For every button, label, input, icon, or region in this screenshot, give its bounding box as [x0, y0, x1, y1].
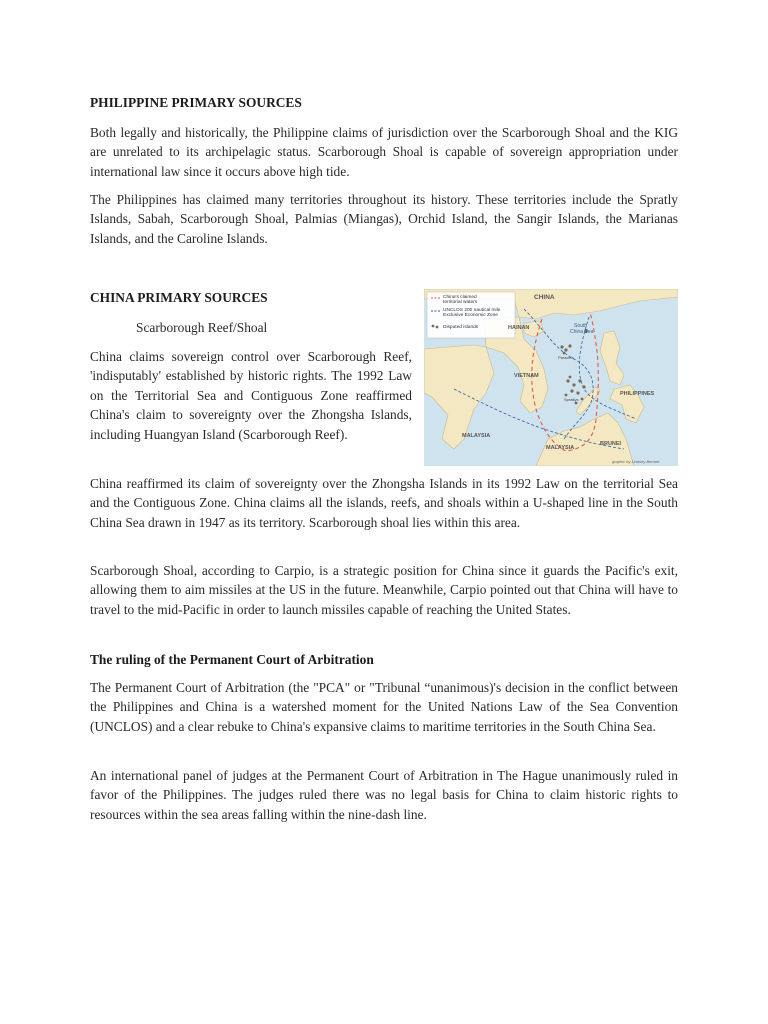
label-south-china-sea-line-1: South	[574, 323, 588, 329]
label-spratlys: Spratlys	[564, 397, 579, 402]
philippine-paragraph-2: The Philippines has claimed many territories throughout its history. These territories include the Spratly Islands, Sabah, Scarborough Shoal, Palmias (Miangas), Orchid Island, the Sangir Islands, the Marianas Islands, and the Caroline Islands.	[90, 192, 678, 246]
legend-disputed-islands: Disputed islands	[443, 325, 479, 330]
label-malaysia-east: MALAYSIA	[546, 445, 575, 451]
ruling-heading: The ruling of the Permanent Court of Arbitration	[90, 652, 374, 667]
china-paragraph-3: Scarborough Shoal, according to Carpio, is a strategic position for China since it guards the Pacific's exit, allowing them to aim missiles at the US in the future. Meanwhile, Carpio pointed out that China will have to travel to the mid-Pacific in order to launch missiles capable of reaching the United States.	[90, 563, 678, 617]
ruling-paragraph-2: An international panel of judges at the Permanent Court of Arbitration in The Hague unanimously ruled in favor of the Philippines. The judges ruled there was no legal basis for China to claim historic rights to resources within the sea areas falling within the nine-dash line.	[90, 768, 678, 822]
south-china-sea-map	[424, 289, 678, 466]
scarborough-subheading: Scarborough Reef/Shoal	[136, 320, 268, 335]
label-vietnam: VIETNAM	[514, 373, 539, 379]
map-graphic	[424, 289, 678, 466]
ruling-paragraph-1: The Permanent Court of Arbitration (the "PCA" or "Tribunal “unanimous)'s decision in the conflict between the Philippines and China is a watershed moment for the United Nations Law of the Sea Convention (UNCLOS) and a clear rebuke to China's expansive claims to maritime territories in the South China Sea.	[90, 680, 678, 734]
label-china: CHINA	[534, 294, 555, 301]
label-malaysia-west: MALAYSIA	[462, 433, 491, 439]
legend-unclos-line-1: UNCLOS 200 nautical mile	[443, 308, 501, 313]
china-paragraph-1: China claims sovereign control over Scarborough Reef, 'indisputably' established by historic rights. The 1992 Law on the Territorial Sea and Contiguous Zone reaffirmed China's claim to sovereignty over the Zhongsha Islands, including Huangyan Island (Scarborough Reef).	[90, 349, 412, 442]
legend-claimed-waters-line-2: territorial waters	[443, 300, 478, 305]
legend-claimed-waters-line-1: China's claimed	[443, 295, 477, 300]
legend-unclos-line-2: Exclusive Economic Zone	[443, 313, 498, 318]
label-hainan: HAINAN	[508, 325, 530, 331]
label-paracels: Paracels	[558, 355, 574, 360]
map-credit: graphic by Lindsey Bernett	[612, 459, 660, 464]
china-paragraph-2: China reaffirmed its claim of sovereignty over the Zhongsha Islands in its 1992 Law on the territorial Sea and the Contiguous Zone. China claims all the islands, reefs, and shoals within a U-shaped line in the South China Sea drawn in 1947 as its territory. Scarborough shoal lies within this area.	[90, 476, 678, 530]
philippine-paragraph-1: Both legally and historically, the Philippine claims of jurisdiction over the Scarborough Shoal and the KIG are unrelated to its archipelagic status. Scarborough Shoal is capable of sovereign appropriation under international law since it occurs above high tide.	[90, 125, 678, 179]
china-primary-sources-heading: CHINA PRIMARY SOURCES	[90, 290, 268, 305]
label-philippines: PHILIPPINES	[620, 391, 655, 397]
philippine-primary-sources-heading: PHILIPPINE PRIMARY SOURCES	[90, 95, 302, 110]
map-legend	[427, 292, 515, 338]
label-brunei: BRUNEI	[600, 441, 622, 447]
label-south-china-sea-line-2: China Sea	[570, 329, 594, 335]
